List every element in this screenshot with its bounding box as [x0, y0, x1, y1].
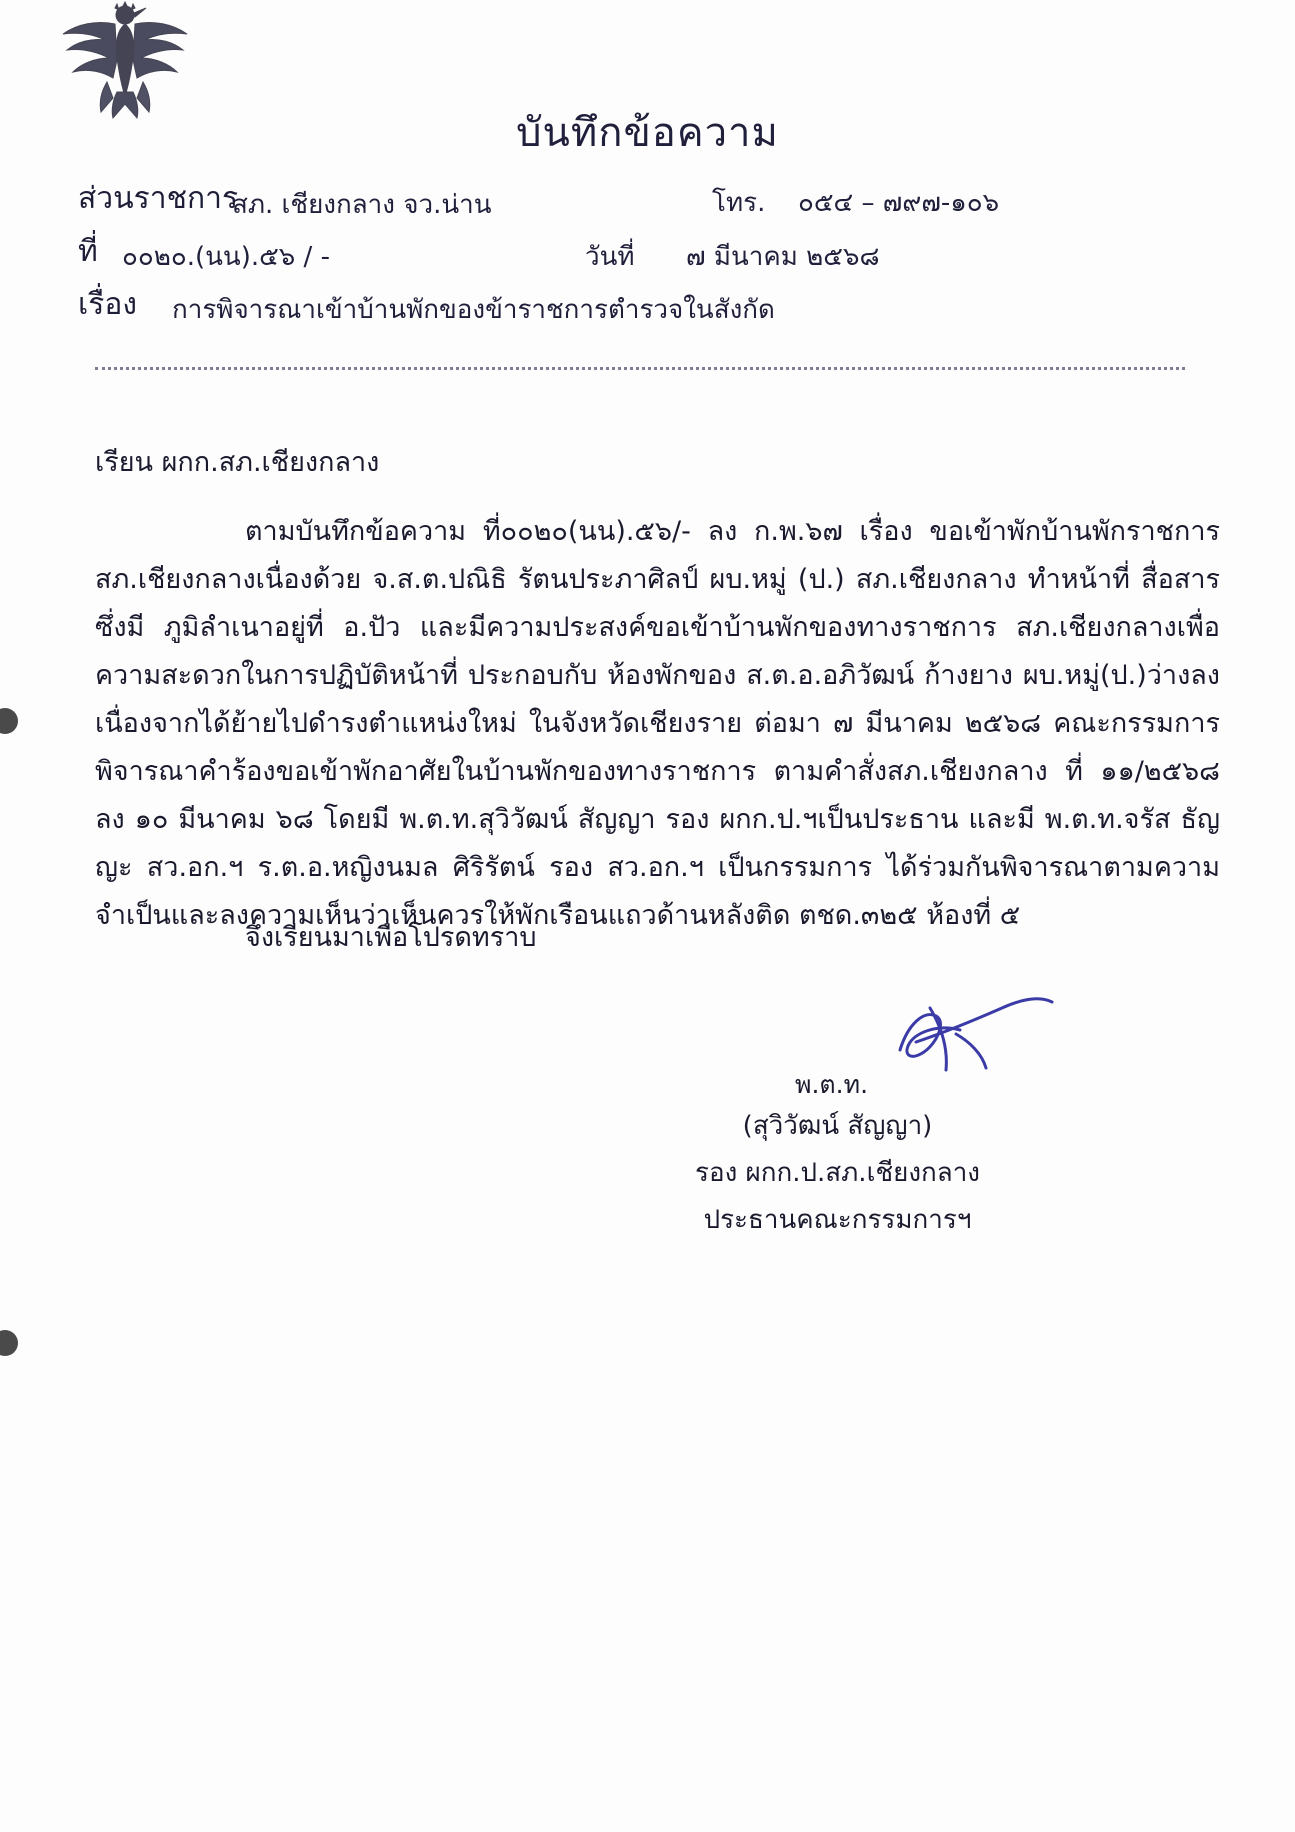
government-agency-value: สภ. เชียงกลาง จว.น่าน	[232, 190, 492, 220]
scan-artifact-hole-bottom	[0, 1330, 18, 1356]
document-title: บันทึกข้อความ	[516, 110, 779, 156]
telephone-value: ๐๕๔ – ๗๙๗-๑๐๖	[798, 188, 1000, 218]
body-text: ตามบันทึกข้อความ ที่๐๐๒๐(นน).๕๖/- ลง ก.พ.๖๗ เรื่อง ขอเข้าพักบ้านพักราชการ สภ.เชียงกลางเนื่องด้วย จ.ส.ต.ปณิธิ รัตนประภาศิลป์ ผบ.หมู่ (ป.) สภ.เชียงกลาง ทำหน้าที่ สื่อสาร ซึ่งมี ภูมิลำเนาอยู่ที่ อ.ปัว และมีความประสงค์ขอเข้าบ้านพักของทางราชการ สภ.เชียงกลางเพื่อความสะดวกในการปฏิบัติหน้าที่ ประกอบกับ ห้องพักของ ส.ต.อ.อภิวัฒน์ ก้างยาง ผบ.หมู่(ป.)ว่างลงเนื่องจากได้ย้ายไปดำรงตำแหน่งใหม่ ในจังหวัดเชียงราย ต่อมา ๗ มีนาคม ๒๕๖๘ คณะกรรมการพิจารณาคำร้องขอเข้าพักอาศัยในบ้านพักของทางราชการ ตามคำสั่งสภ.เชียงกลาง ที่ ๑๑/๒๕๖๘ ลง ๑๐ มีนาคม ๖๘ โดยมี พ.ต.ท.สุวิวัฒน์ สัญญา รอง ผกก.ป.ฯเป็นประธาน และมี พ.ต.ท.จรัส ธัญญะ สว.อก.ฯ ร.ต.อ.หญิงนมล ศิริรัตน์ รอง สว.อก.ฯ เป็นกรรมการ ได้ร่วมกันพิจารณาตามความจำเป็นและลงความเห็นว่าเห็นควรให้พักเรือนแถวด้านหลังติด ตชด.๓๒๕ ห้องที่ ๕	[95, 516, 1220, 931]
subject-label: เรื่อง	[78, 287, 138, 322]
subject-value: การพิจารณาเข้าบ้านพักของข้าราชการตำรวจในสังกัด	[172, 295, 775, 325]
document-number-value: ๐๐๒๐.(นน).๕๖ / -	[122, 242, 330, 272]
signer-position-line-2: ประธานคณะกรรมการฯ	[703, 1205, 972, 1235]
header-divider	[95, 367, 1185, 370]
handwritten-signature-icon	[890, 990, 1060, 1090]
scan-artifact-hole-top	[0, 708, 18, 734]
telephone-label: โทร.	[712, 188, 766, 218]
document-date-label: วันที่	[585, 242, 635, 272]
government-agency-label: ส่วนราชการ	[78, 181, 239, 216]
salutation: เรียน ผกก.สภ.เชียงกลาง	[95, 447, 380, 478]
document-number-label: ที่	[78, 234, 98, 269]
signer-name: (สุวิวัฒน์ สัญญา)	[742, 1111, 933, 1141]
closing-line: จึงเรียนมาเพื่อโปรดทราบ	[245, 922, 537, 953]
signer-rank: พ.ต.ท.	[795, 1070, 869, 1099]
document-date-value: ๗ มีนาคม ๒๕๖๘	[686, 242, 880, 272]
signer-position-line-1: รอง ผกก.ป.สภ.เชียงกลาง	[695, 1158, 980, 1188]
body-paragraph	[95, 508, 1220, 940]
